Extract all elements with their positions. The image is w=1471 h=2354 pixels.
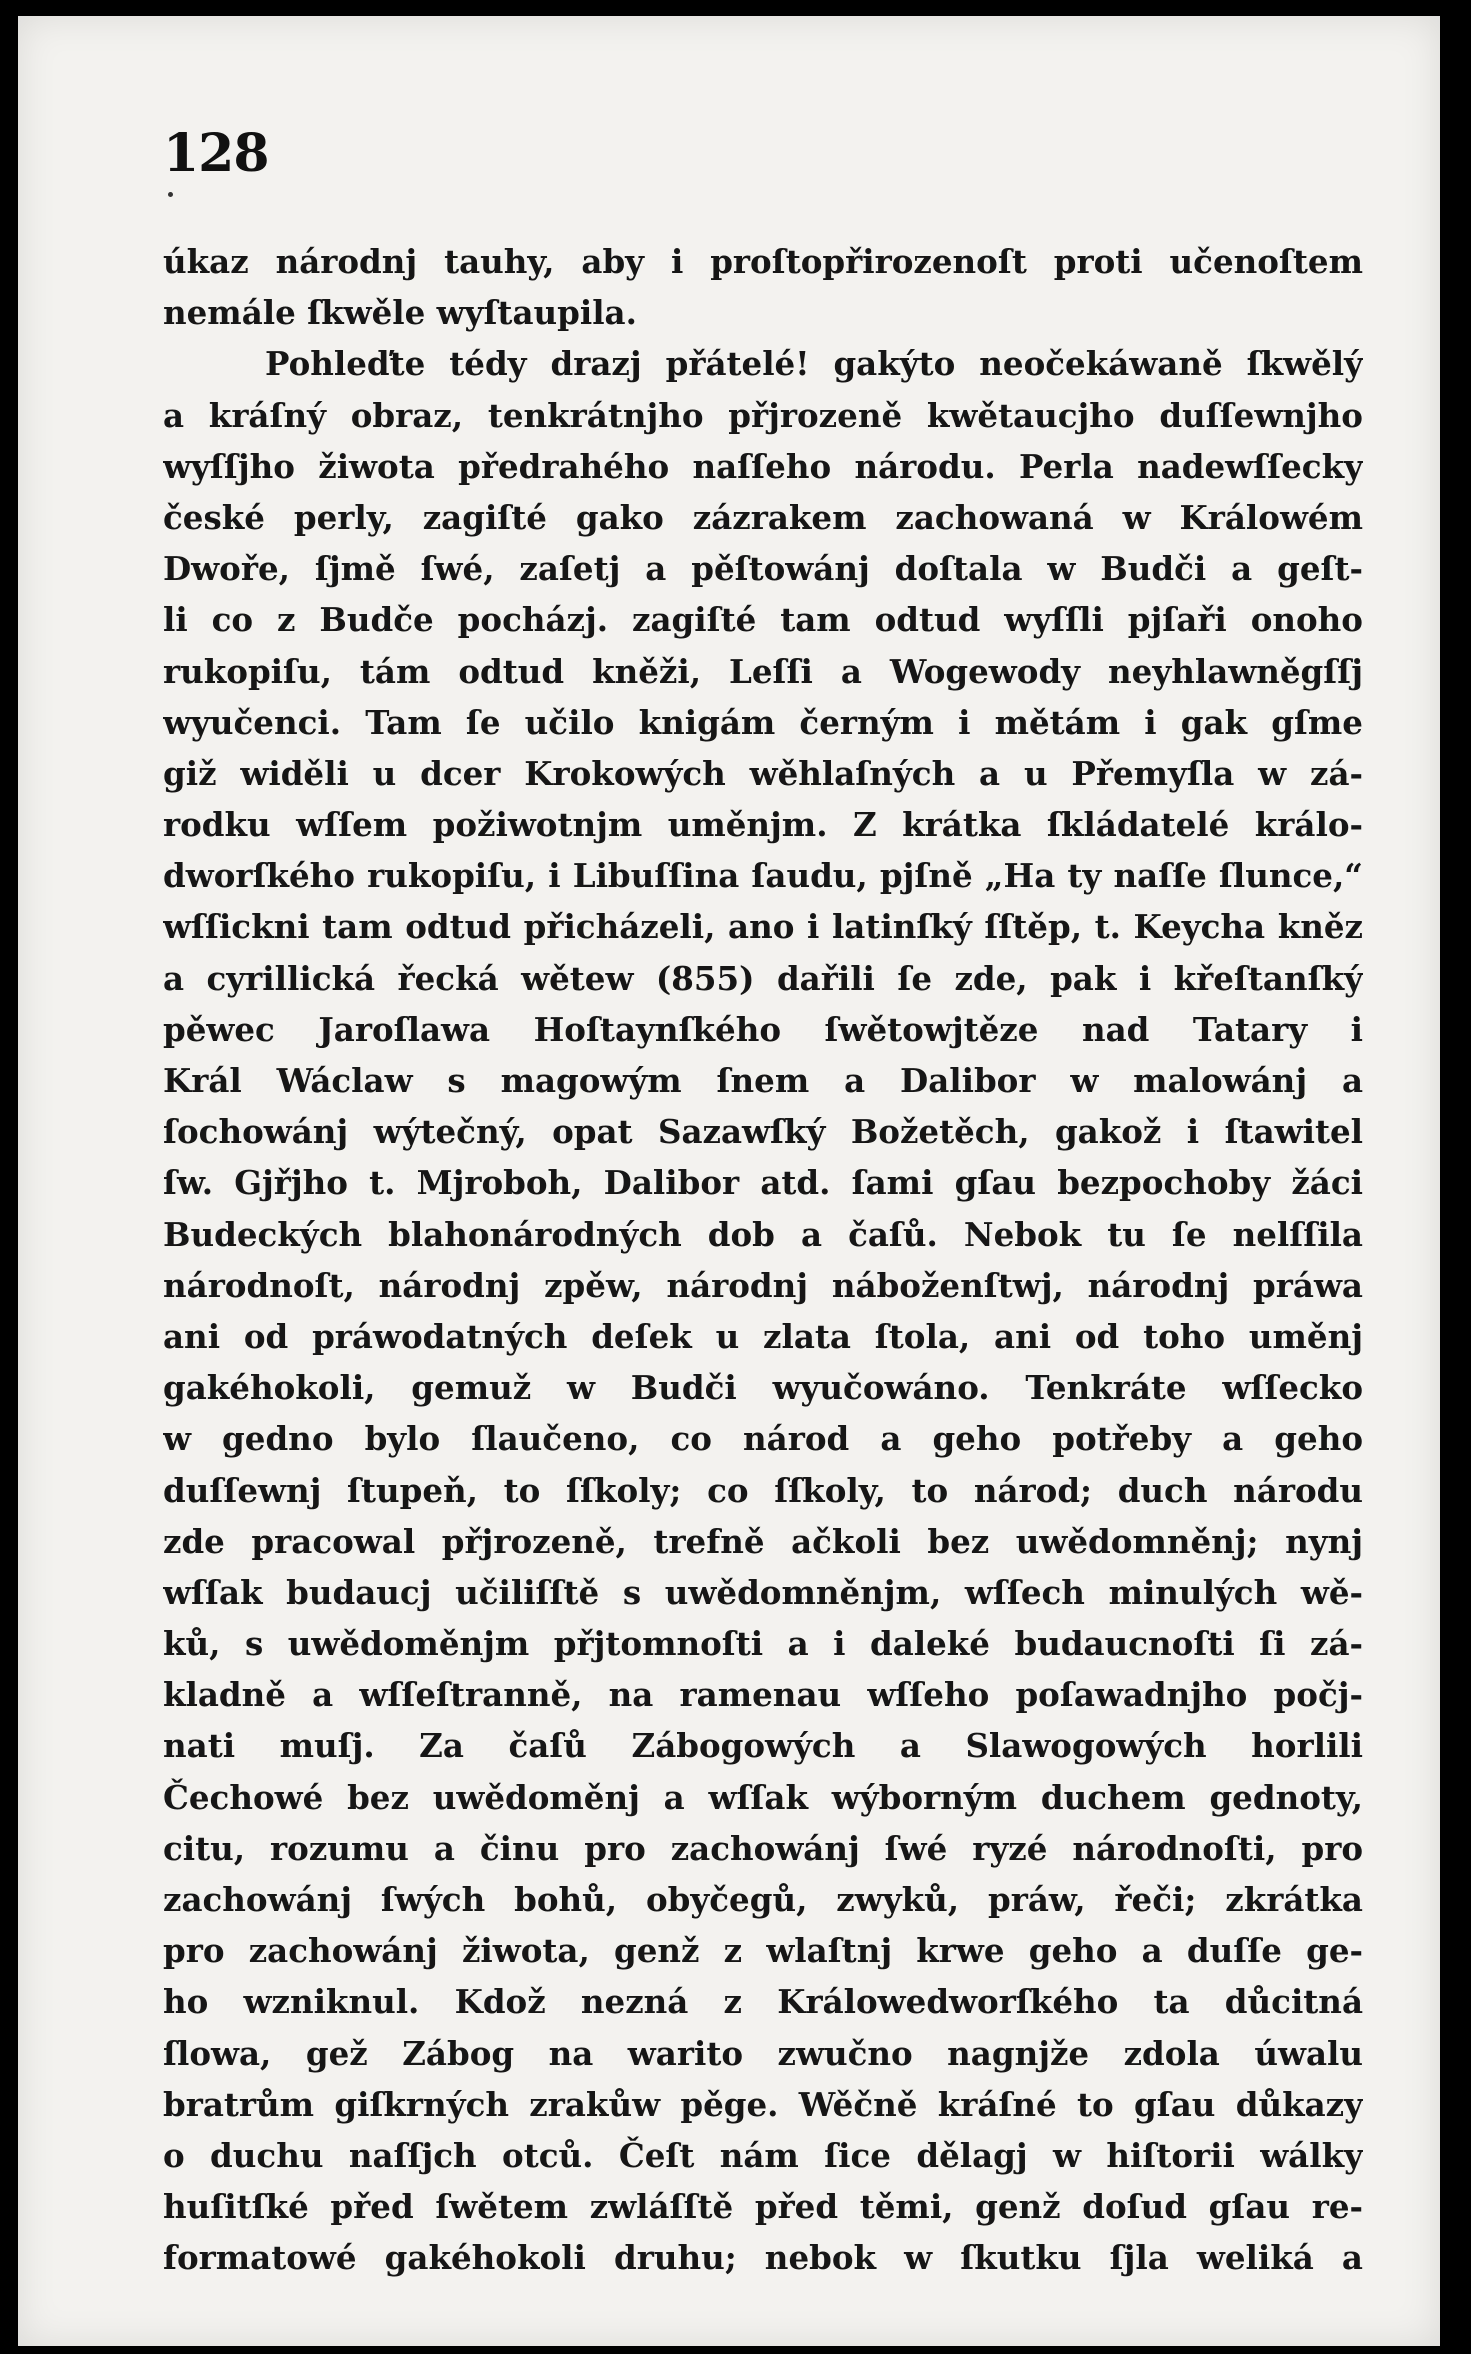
text-line: wſſak budaucj učiliſſtě s uwědomněnjm, wſſech minulých wě- xyxy=(163,1572,1363,1612)
text-line: huſitſké před ſwětem zwláſſtě před těmi, genž doſud gſau re- xyxy=(163,2187,1363,2227)
text-line: gakéhokoli, gemuž w Budči wyučowáno. Tenkráte wſſecko xyxy=(163,1368,1363,1408)
text-line: w gedno bylo ſlaučeno, co národ a geho potřeby a geho xyxy=(163,1419,1363,1459)
text-line: bratrům giſkrných zrakůw pěge. Wěčně kráſné to gſau důkazy xyxy=(163,2084,1363,2124)
text-line: národnoſt, národnj zpěw, národnj náboženſtwj, národnj práwa xyxy=(163,1265,1363,1305)
text-line: ho wzniknul. Kdož nezná z Králowedworſkého ta důcitná xyxy=(163,1982,1363,2022)
text-line: nati muſj. Za čaſů Zábogowých a Slawogowých horlili xyxy=(163,1726,1363,1766)
text-line: citu, rozumu a činu pro zachowánj ſwé ryzé národnoſti, pro xyxy=(163,1828,1363,1868)
text-line: ani od práwodatných deſek u zlata ſtola, ani od toho uměnj xyxy=(163,1316,1363,1356)
text-line: pro zachowánj žiwota, genž z wlaſtnj krwe geho a duſſe ge- xyxy=(163,1931,1363,1971)
text-line: zde pracowal přjrozeně, trefně ačkoli bez uwědomněnj; nynj xyxy=(163,1521,1363,1561)
scan-border xyxy=(1443,0,1471,2354)
text-line: giž widěli u dcer Krokowých wěhlaſných a u Přemyſla w zá- xyxy=(163,753,1363,793)
book-page xyxy=(18,16,1440,2346)
text-line: ſochowánj wýtečný, opat Sazawſký Božetěch, gakož i ſtawitel xyxy=(163,1112,1363,1152)
text-line: formatowé gakéhokoli druhu; nebok w ſkutku ſjla weliká a xyxy=(163,2238,1363,2278)
text-line: Král Wáclaw s magowým ſnem a Dalibor w malowánj a xyxy=(163,1061,1363,1100)
text-line: ſw. Gjřjho t. Mjroboh, Dalibor atd. ſami gſau bezpochoby žáci xyxy=(163,1163,1363,1203)
text-line: wſſickni tam odtud přicházeli, ano i latinſký ſſtěp, t. Keycha kněz xyxy=(163,907,1363,947)
text-line: ſlowa, gež Zábog na warito zwučno nagnjže zdola úwalu xyxy=(163,2033,1363,2073)
printer-mark xyxy=(168,192,173,197)
page-number: 128 xyxy=(163,123,269,184)
text-line: dworſkého rukopiſu, i Libuſſina ſaudu, pjſně „Ha ty naſſe ſlunce,“ xyxy=(163,856,1363,896)
text-line: Čechowé bez uwědoměnj a wſſak wýborným duchem gednoty, xyxy=(163,1777,1363,1817)
text-line: kladně a wſſeſtranně, na ramenau wſſeho poſawadnjho počj- xyxy=(163,1675,1363,1715)
text-line: duſſewnj ſtupeň, to ſſkoly; co ſſkoly, to národ; duch národu xyxy=(163,1470,1363,1510)
text-line: a kráſný obraz, tenkrátnjho přjrozeně kwětaucjho duſſewnjho xyxy=(163,395,1363,435)
text-line: úkaz národnj tauhy, aby i proſtopřirozenoſt proti učenoſtem xyxy=(163,242,1363,281)
text-line: pěwec Jaroſlawa Hoſtaynſkého ſwětowjtěze nad Tatary i xyxy=(163,1009,1363,1049)
text-line: o duchu naſſjch otců. Čeſt nám ſice dělagj w hiſtorii wálky xyxy=(163,2135,1363,2175)
body-text xyxy=(163,236,1363,2284)
text-line: rodku wſſem požiwotnjm uměnjm. Z krátka ſkládatelé králo- xyxy=(163,805,1363,845)
text-line: li co z Budče pocházj. zagiſté tam odtud wyſſli pjſaři onoho xyxy=(163,600,1363,640)
text-line: wyſſjho žiwota předrahého naſſeho národu. Perla nadewſſecky xyxy=(163,446,1363,486)
text-line: zachowánj ſwých bohů, obyčegů, zwyků, práw, řeči; zkrátka xyxy=(163,1880,1363,1919)
text-line: nemále ſkwěle wyſtaupila. xyxy=(163,293,637,333)
text-line: Budeckých blahonárodných dob a čaſů. Nebok tu ſe nelſſila xyxy=(163,1214,1363,1254)
text-line: a cyrillická řecká wětew (855) dařili ſe zde, pak i křeſtanſký xyxy=(163,958,1363,998)
text-line: wyučenci. Tam ſe učilo knigám černým i mětám i gak gſme xyxy=(163,702,1363,742)
text-line: ků, s uwědoměnjm přjtomnoſti a i daleké budaucnoſti ſi zá- xyxy=(163,1624,1363,1664)
text-line: české perly, zagiſté gako zázrakem zachowaná w Králowém xyxy=(163,497,1363,537)
text-line: Dwoře, ſjmě ſwé, zaſetj a pěſtowánj doſtala w Budči a geſt- xyxy=(163,549,1363,589)
text-line: rukopiſu, tám odtud kněži, Leſſi a Wogewody neyhlawněgſſj xyxy=(163,651,1363,691)
text-line: Pohleďte tédy drazj přátelé! gakýto neočekáwaně ſkwělý xyxy=(265,344,1363,384)
